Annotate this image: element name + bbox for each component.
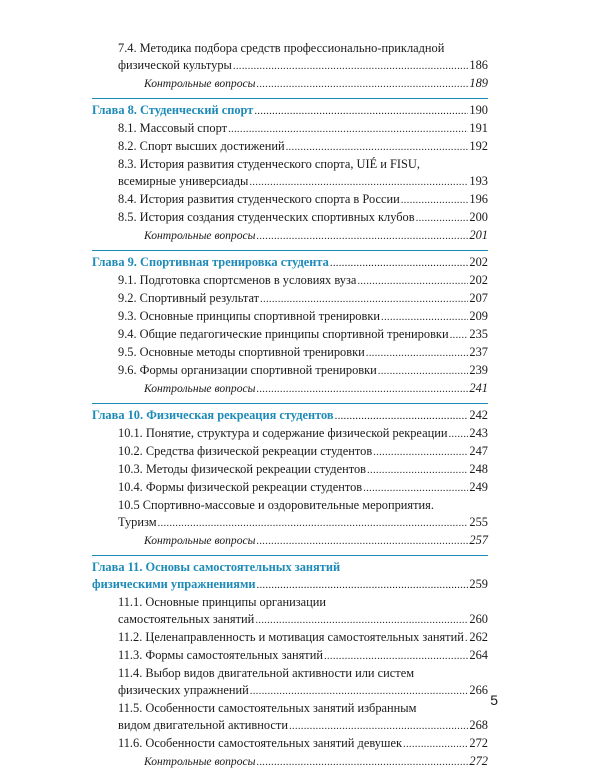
dot-leader <box>330 255 469 272</box>
dot-leader <box>448 426 468 443</box>
toc-entry-text: Глава 9. Спортивная тренировка студента <box>92 255 329 269</box>
toc-line <box>92 576 488 594</box>
toc-section <box>92 479 488 497</box>
toc-section <box>92 594 488 629</box>
toc-entry-text: самостоятельных занятий <box>118 612 255 626</box>
toc-page-number: 202 <box>469 255 488 269</box>
toc-page-number: 266 <box>469 683 488 697</box>
dot-leader <box>378 363 469 380</box>
toc-page-number: 193 <box>469 174 488 188</box>
toc-section <box>92 700 488 735</box>
toc-entry-text: Глава 11. Основы самостоятельных занятий <box>92 560 341 574</box>
toc-page-number: 235 <box>469 327 488 341</box>
toc-questions <box>92 532 488 550</box>
toc-section <box>92 156 488 191</box>
toc-page-number: 257 <box>469 533 488 547</box>
dot-leader <box>450 327 469 344</box>
toc-line <box>144 75 488 93</box>
toc-entry-text: Контрольные вопросы <box>144 229 256 242</box>
toc-entry-text: видом двигательной активности <box>118 718 288 732</box>
dot-leader <box>366 345 469 362</box>
toc-page-number: 202 <box>469 273 488 287</box>
toc-line <box>118 272 488 290</box>
toc-section <box>92 443 488 461</box>
toc-line <box>118 443 488 461</box>
toc-entry-text: 11.3. Формы самостоятельных занятий <box>118 648 323 662</box>
toc-page-number: 255 <box>469 515 488 529</box>
toc-page-number: 201 <box>469 228 488 242</box>
toc-line <box>118 156 488 173</box>
toc-line <box>118 497 488 514</box>
toc-section <box>92 308 488 326</box>
toc-entry-text: Глава 8. Студенческий спорт <box>92 103 254 117</box>
toc-page-number: 249 <box>469 480 488 494</box>
toc-line <box>92 407 488 425</box>
toc-section <box>92 735 488 753</box>
toc-entry-text: 10.4. Формы физической рекреации студентов <box>118 480 363 494</box>
toc-entry-text: 8.4. История развития студенческого спорта в России <box>118 192 400 206</box>
toc-entry-text: 10.1. Понятие, структура и содержание физической рекреации <box>118 426 448 440</box>
dot-leader <box>158 515 469 532</box>
toc-entry-text: физических упражнений <box>118 683 249 697</box>
toc-line <box>92 254 488 272</box>
dot-leader <box>257 381 469 398</box>
toc-line <box>118 479 488 497</box>
toc-page-number: 272 <box>469 754 488 768</box>
toc-section <box>92 629 488 647</box>
toc-section <box>92 191 488 209</box>
toc-entry-text: 11.6. Особенности самостоятельных занятий девушек <box>118 736 402 750</box>
toc-line <box>144 532 488 550</box>
toc-section <box>92 344 488 362</box>
dot-leader <box>416 210 469 227</box>
toc-questions <box>92 753 488 771</box>
dot-leader <box>335 408 469 425</box>
dot-leader <box>257 754 469 771</box>
toc-line <box>118 173 488 191</box>
toc-entry-text: 7.4. Методика подбора средств профессионально-прикладной <box>118 41 445 55</box>
toc-entry-text: всемирные универсиады <box>118 174 249 188</box>
toc-page-number: 272 <box>469 736 488 750</box>
dot-leader <box>401 192 469 209</box>
toc-entry-text: физическими упражнениями <box>92 577 256 591</box>
toc-chapter <box>92 98 488 120</box>
toc-entry-text: 9.6. Формы организации спортивной тренировки <box>118 363 377 377</box>
dot-leader <box>257 577 469 594</box>
page-number: 5 <box>490 692 498 708</box>
toc-questions <box>92 227 488 245</box>
toc-section <box>92 138 488 156</box>
toc-line <box>144 227 488 245</box>
toc-entry-text: 10.5 Спортивно-массовые и оздоровительные мероприятия. <box>118 498 434 512</box>
toc-line <box>118 362 488 380</box>
toc-entry-text: 9.1. Подготовка спортсменов в условиях вуза <box>118 273 357 287</box>
toc-line <box>92 102 488 120</box>
toc-line <box>118 629 488 647</box>
dot-leader <box>260 291 468 308</box>
dot-leader <box>250 683 469 700</box>
toc-chapter <box>92 250 488 272</box>
dot-leader <box>233 58 469 75</box>
toc-page-number: 239 <box>469 363 488 377</box>
toc-chapter <box>92 555 488 594</box>
toc-section <box>92 326 488 344</box>
dot-leader <box>257 76 469 93</box>
toc-section <box>92 272 488 290</box>
toc-questions <box>92 75 488 93</box>
toc-page-number: 209 <box>469 309 488 323</box>
toc-section <box>92 290 488 308</box>
toc-page-number: 243 <box>469 426 488 440</box>
toc-page-number: 191 <box>469 121 488 135</box>
toc-page-number: 264 <box>469 648 488 662</box>
toc-section <box>92 362 488 380</box>
toc-line <box>144 380 488 398</box>
toc-entry-text: Контрольные вопросы <box>144 382 256 395</box>
toc-page-number: 237 <box>469 345 488 359</box>
dot-leader <box>403 736 468 753</box>
toc-entry-text: 8.3. История развития студенческого спорта, UIÉ и FISU, <box>118 157 420 171</box>
toc-entry-text: 11.4. Выбор видов двигательной активности или систем <box>118 666 415 680</box>
toc-page-number: 189 <box>469 76 488 90</box>
toc-entry-text: 11.5. Особенности самостоятельных занятий избранным <box>118 701 417 715</box>
toc-entry-text: 9.4. Общие педагогические принципы спортивной тренировки <box>118 327 449 341</box>
toc-page-number: 241 <box>469 381 488 395</box>
toc-line <box>118 611 488 629</box>
dot-leader <box>249 174 468 191</box>
toc-page-number: 268 <box>469 718 488 732</box>
toc-section <box>92 40 488 75</box>
dot-leader <box>324 648 468 665</box>
toc-section <box>92 209 488 227</box>
toc-line <box>118 425 488 443</box>
toc-entry-text: 10.3. Методы физической рекреации студентов <box>118 462 367 476</box>
toc-entry-text: 8.1. Массовый спорт <box>118 121 228 135</box>
dot-leader <box>381 309 468 326</box>
toc-line <box>118 138 488 156</box>
dot-leader <box>357 273 468 290</box>
toc-chapter <box>92 403 488 425</box>
toc-section <box>92 497 488 532</box>
toc-page-number: 196 <box>469 192 488 206</box>
toc-line <box>118 308 488 326</box>
toc-entry-text: 8.5. История создания студенческих спортивных клубов <box>118 210 415 224</box>
toc-line <box>118 40 488 57</box>
toc-section <box>92 647 488 665</box>
toc-entry-text: Контрольные вопросы <box>144 77 256 90</box>
toc-section <box>92 120 488 138</box>
toc-line <box>118 57 488 75</box>
toc-entry-text: Контрольные вопросы <box>144 534 256 547</box>
toc-page-number: 207 <box>469 291 488 305</box>
dot-leader <box>255 612 468 629</box>
toc-section <box>92 461 488 479</box>
toc-line <box>118 717 488 735</box>
toc-entry-text: 9.2. Спортивный результат <box>118 291 260 305</box>
toc-page-number: 190 <box>469 103 488 117</box>
toc-line <box>118 682 488 700</box>
toc-page-number: 262 <box>469 630 488 644</box>
toc-line <box>118 344 488 362</box>
toc-entry-text: 10.2. Средства физической рекреации студентов <box>118 444 373 458</box>
toc-entry-text: 9.5. Основные методы спортивной тренировки <box>118 345 365 359</box>
toc-page-number: 260 <box>469 612 488 626</box>
toc-section <box>92 425 488 443</box>
dot-leader <box>465 630 469 647</box>
toc-page-number: 247 <box>469 444 488 458</box>
toc-page-number: 186 <box>469 58 488 72</box>
toc-line <box>118 461 488 479</box>
toc-line <box>118 647 488 665</box>
toc-line <box>118 191 488 209</box>
toc-entry-text: физической культуры <box>118 58 232 72</box>
toc-line <box>118 209 488 227</box>
toc-line <box>118 735 488 753</box>
dot-leader <box>254 103 468 120</box>
dot-leader <box>363 480 468 497</box>
toc-page-number: 200 <box>469 210 488 224</box>
toc-entry-text: 11.1. Основные принципы организации <box>118 595 327 609</box>
table-of-contents <box>92 40 488 771</box>
toc-line <box>144 753 488 771</box>
toc-entry-text: Туризм <box>118 515 157 529</box>
toc-entry-text: Глава 10. Физическая рекреация студентов <box>92 408 334 422</box>
toc-line <box>92 559 488 576</box>
toc-line <box>118 700 488 717</box>
dot-leader <box>257 228 469 245</box>
toc-entry-text: 11.2. Целенаправленность и мотивация самостоятельных занятий <box>118 630 464 644</box>
toc-line <box>118 326 488 344</box>
toc-line <box>118 120 488 138</box>
toc-page-number: 248 <box>469 462 488 476</box>
toc-line <box>118 514 488 532</box>
toc-page-number: 192 <box>469 139 488 153</box>
toc-entry-text: 9.3. Основные принципы спортивной тренировки <box>118 309 380 323</box>
toc-page-number: 259 <box>469 577 488 591</box>
toc-line <box>118 665 488 682</box>
toc-line <box>118 290 488 308</box>
dot-leader <box>228 121 468 138</box>
toc-page-number: 242 <box>469 408 488 422</box>
dot-leader <box>373 444 468 461</box>
toc-entry-text: Контрольные вопросы <box>144 755 256 768</box>
dot-leader <box>257 533 469 550</box>
dot-leader <box>289 718 468 735</box>
dot-leader <box>286 139 469 156</box>
toc-questions <box>92 380 488 398</box>
dot-leader <box>367 462 468 479</box>
toc-line <box>118 594 488 611</box>
toc-entry-text: 8.2. Спорт высших достижений <box>118 139 285 153</box>
toc-section <box>92 665 488 700</box>
